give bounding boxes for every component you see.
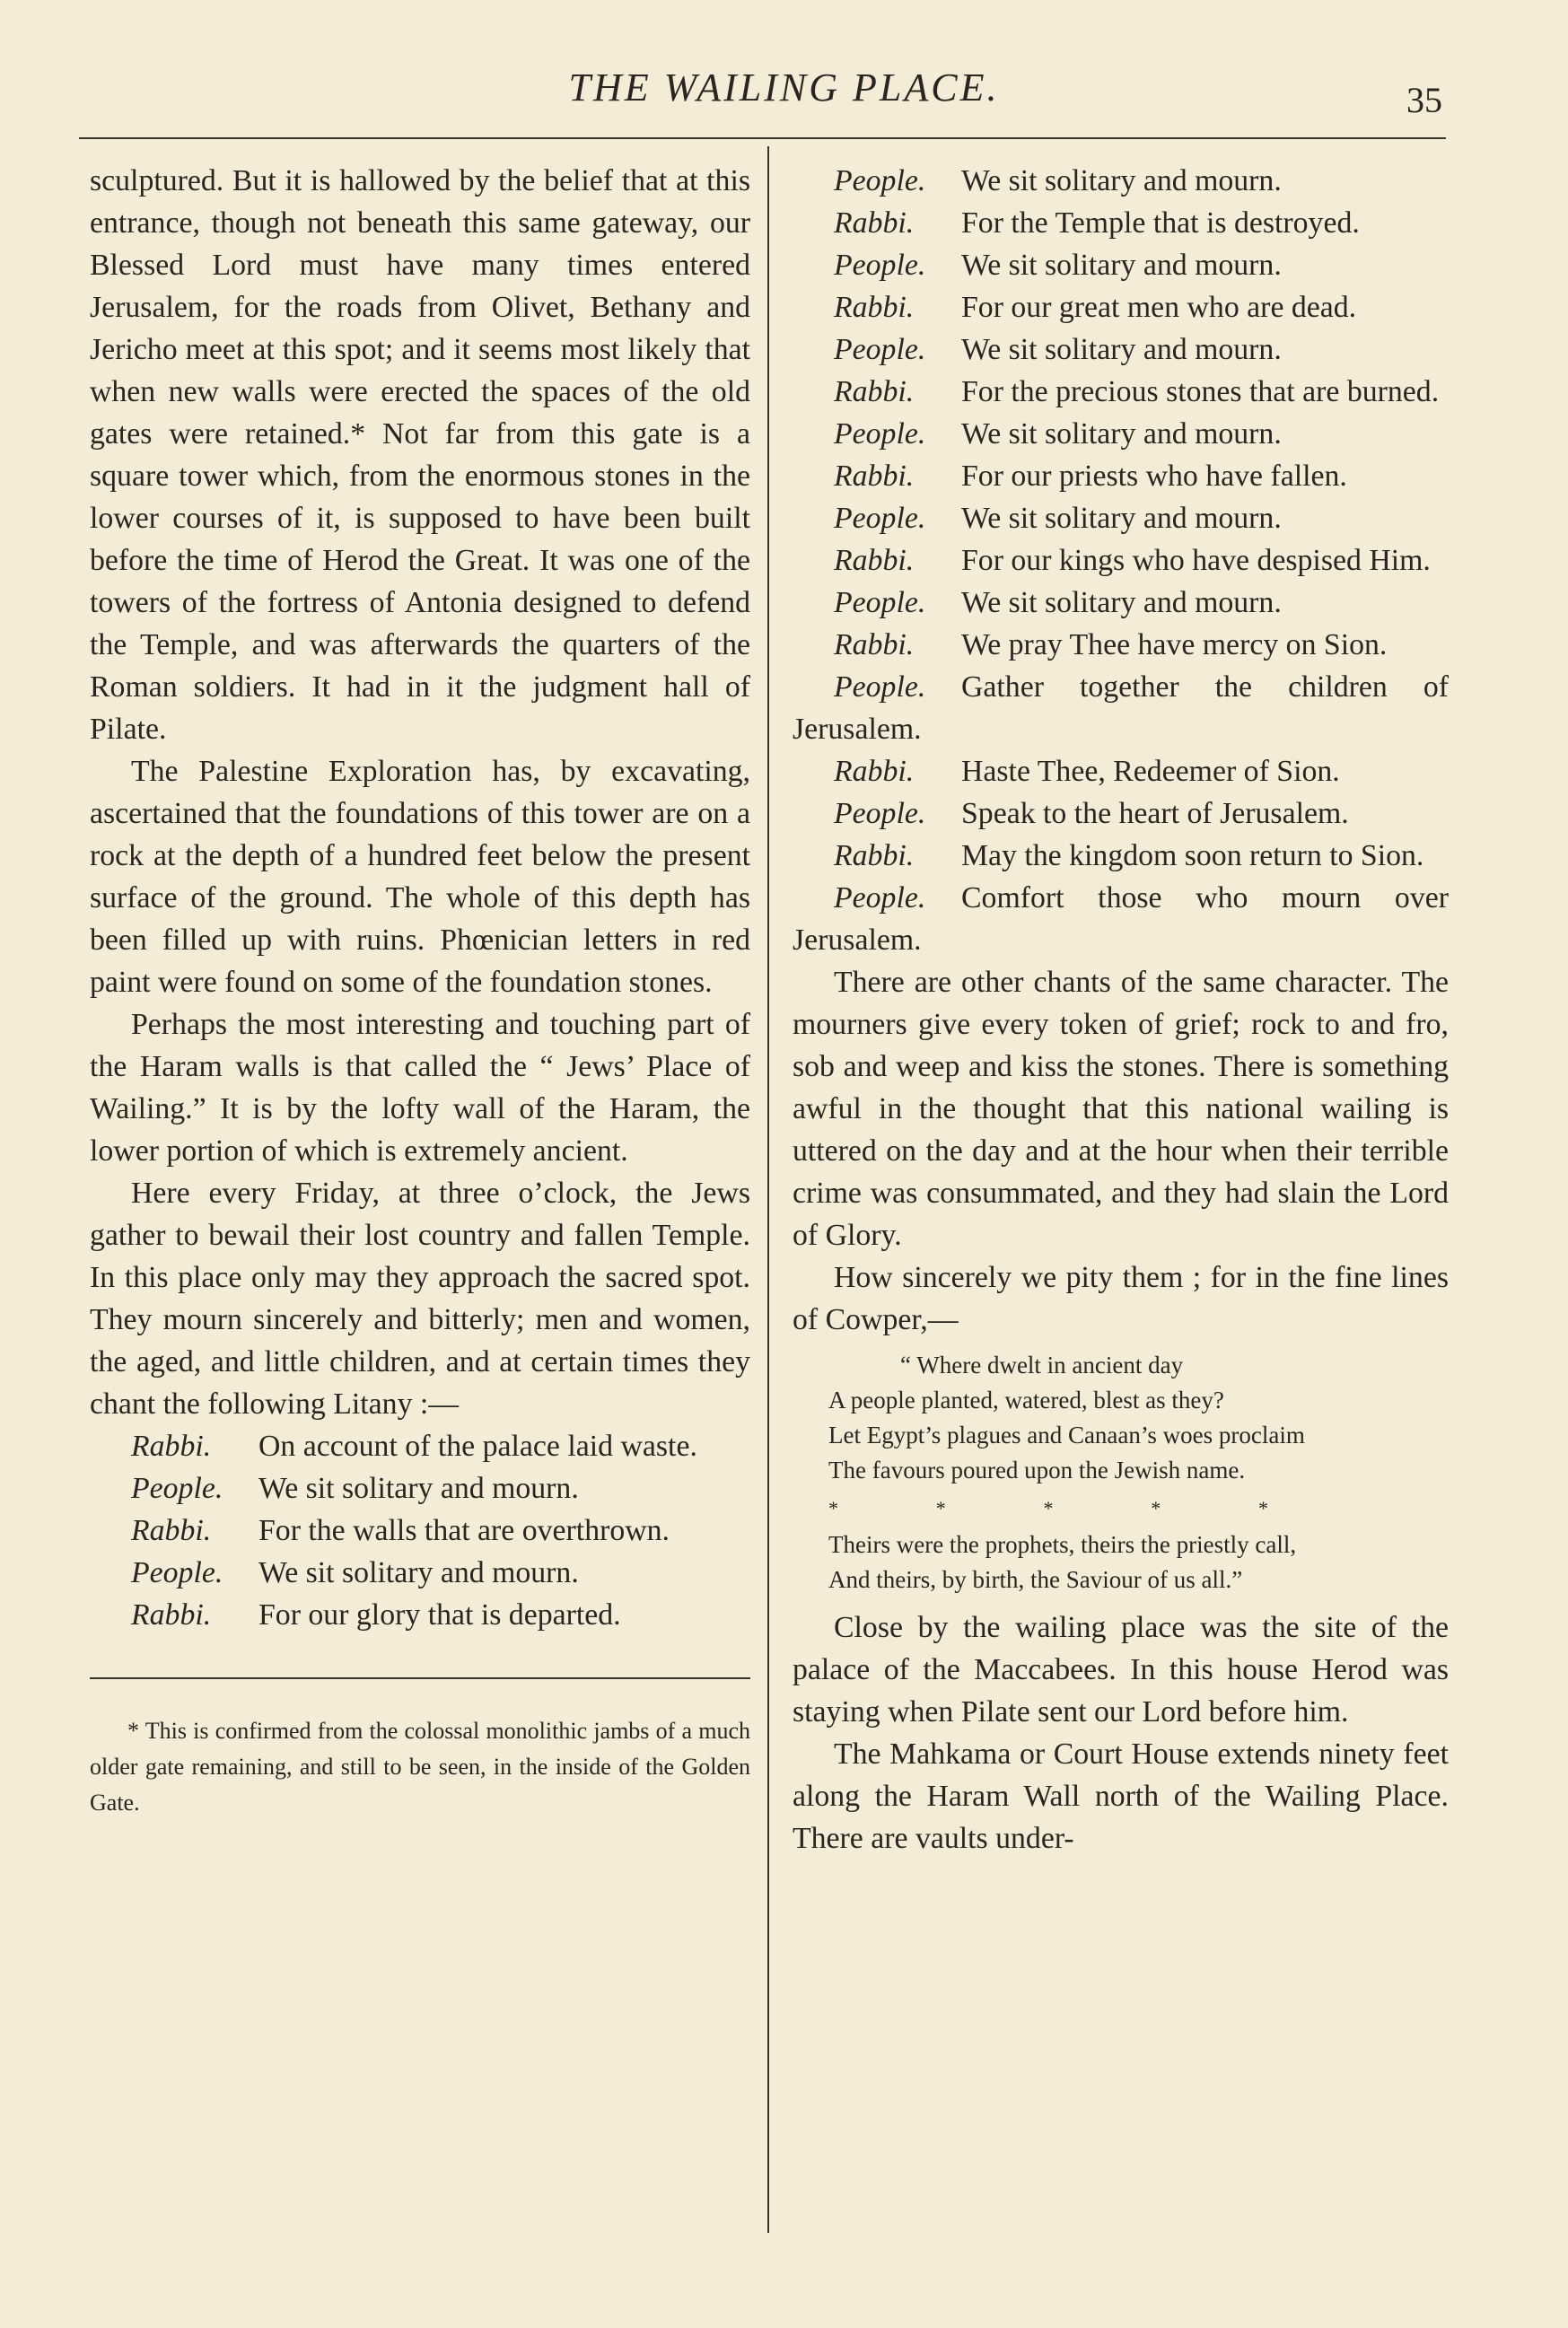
- litany-line: [90, 1425, 750, 1467]
- litany-line: [793, 666, 1449, 750]
- litany-speaker: People.: [834, 797, 926, 830]
- litany-line: [793, 792, 1449, 835]
- litany-text: Haste Thee, Redeemer of Sion.: [961, 755, 1340, 788]
- litany-speaker: People.: [834, 333, 926, 366]
- litany-speaker: People.: [834, 249, 926, 282]
- litany-speaker: People.: [834, 670, 926, 704]
- litany-line: [793, 455, 1449, 497]
- paragraph: Here every Friday, at three o’clock, the Jews gather to bewail their lost country and fallen Temple. In this place only may they approach the sacred spot. They mourn sincerely and bitterly; men and women, the aged, and little children, and at certain times they chant the following Litany :—: [90, 1177, 750, 1421]
- litany-speaker: Rabbi.: [834, 628, 915, 661]
- footnote: * This is confirmed from the colossal monolithic jambs of a much older gate remaining, and still to be seen, in the inside of the Golden Gate.: [90, 1718, 750, 1816]
- litany-right: [793, 160, 1449, 961]
- litany-text: On account of the palace laid waste.: [258, 1430, 697, 1463]
- litany-left: [90, 1425, 750, 1636]
- litany-speaker: People.: [834, 164, 926, 197]
- litany-speaker: Rabbi.: [131, 1598, 212, 1632]
- poem-line: And theirs, by birth, the Saviour of us all.”: [828, 1566, 1243, 1593]
- poem-line: A people planted, watered, blest as they?: [828, 1387, 1224, 1413]
- litany-text: We sit solitary and mourn.: [961, 586, 1282, 619]
- litany-text: We sit solitary and mourn.: [961, 164, 1282, 197]
- paragraph: sculptured. But it is hallowed by the belief that at this entrance, though not beneath this same gateway, our Blessed Lord must have many times entered Jerusalem, for the roads from Olivet, Bethany and Jericho meet at this spot; and it seems most likely that when new walls were erected the spaces of the old gates were retained.* Not far from this gate is a square tower which, from the enormous stones in the lower courses of it, is supposed to have been built before the time of Herod the Great. It was one of the towers of the fortress of Antonia designed to defend the Temple, and was afterwards the quarters of the Roman soldiers. It had in it the judgment hall of Pilate.: [90, 164, 750, 746]
- litany-text: Comfort those who mourn over Jerusalem.: [793, 881, 1449, 957]
- header-rule: [79, 137, 1446, 139]
- paragraph: Close by the wailing place was the site of the palace of the Maccabees. In this house Herod was staying when Pilate sent our Lord before him.: [793, 1611, 1449, 1728]
- litany-speaker: Rabbi.: [834, 375, 915, 408]
- litany-line: [90, 1594, 750, 1636]
- litany-text: For the Temple that is destroyed.: [961, 206, 1360, 240]
- litany-line: [793, 244, 1449, 286]
- left-column: [90, 160, 750, 1821]
- star-mark: *: [828, 1497, 838, 1519]
- column-divider: [767, 146, 769, 2233]
- litany-speaker: Rabbi.: [834, 755, 915, 788]
- litany-speaker: Rabbi.: [834, 459, 915, 493]
- litany-text: For our great men who are dead.: [961, 291, 1357, 324]
- paragraph: Perhaps the most interesting and touching part of the Haram walls is that called the “ Jews’ Place of Wailing.” It is by the lofty wall of the Haram, the lower portion of which is extremely ancient.: [90, 1008, 750, 1168]
- litany-speaker: People.: [834, 881, 926, 915]
- star-mark: *: [1043, 1497, 1054, 1519]
- litany-text: For the walls that are overthrown.: [258, 1514, 670, 1547]
- poem-line: Theirs were the prophets, theirs the priestly call,: [828, 1531, 1297, 1558]
- star-mark: *: [1151, 1497, 1161, 1519]
- litany-text: We sit solitary and mourn.: [258, 1472, 579, 1505]
- litany-text: For our priests who have fallen.: [961, 459, 1347, 493]
- litany-speaker: Rabbi.: [131, 1430, 212, 1463]
- litany-text: We sit solitary and mourn.: [258, 1556, 579, 1589]
- footnote-rule: [90, 1677, 750, 1679]
- litany-text: May the kingdom soon return to Sion.: [961, 839, 1424, 872]
- litany-line: [793, 286, 1449, 328]
- paragraph: How sincerely we pity them ; for in the fine lines of Cowper,—: [793, 1261, 1449, 1336]
- paragraph: The Palestine Exploration has, by excavating, ascertained that the foundations of this tower are on a rock at the depth of a hundred feet below the present surface of the ground. The whole of this depth has been filled up with ruins. Phœnician letters in red paint were found on some of the foundation stones.: [90, 755, 750, 999]
- paragraph: The Mahkama or Court House extends ninety feet along the Haram Wall north of the Wailing Place. There are vaults under-: [793, 1737, 1449, 1855]
- litany-speaker: People.: [131, 1556, 223, 1589]
- litany-line: [793, 835, 1449, 877]
- litany-speaker: People.: [131, 1472, 223, 1505]
- litany-speaker: Rabbi.: [834, 291, 915, 324]
- poem-line: “ Where dwelt in ancient day: [900, 1352, 1184, 1378]
- litany-line: [90, 1510, 750, 1552]
- poem-line: The favours poured upon the Jewish name.: [828, 1457, 1246, 1483]
- star-mark: *: [1258, 1497, 1268, 1519]
- litany-text: We sit solitary and mourn.: [961, 333, 1282, 366]
- litany-line: [793, 750, 1449, 792]
- litany-line: [793, 497, 1449, 539]
- paragraph: There are other chants of the same character. The mourners give every token of grief; rock to and fro, sob and weep and kiss the stones. There is something awful in the thought that this national wailing is uttered on the day and at the hour when their terrible crime was consummated, and they had slain the Lord of Glory.: [793, 966, 1449, 1252]
- litany-speaker: People.: [834, 417, 926, 451]
- litany-text: We pray Thee have mercy on Sion.: [961, 628, 1388, 661]
- litany-text: For our kings who have despised Him.: [961, 544, 1431, 577]
- litany-text: We sit solitary and mourn.: [961, 417, 1282, 451]
- poem-line: Let Egypt’s plagues and Canaan’s woes proclaim: [828, 1422, 1305, 1448]
- litany-speaker: Rabbi.: [834, 544, 915, 577]
- litany-line: [793, 202, 1449, 244]
- litany-speaker: People.: [834, 586, 926, 619]
- litany-line: [90, 1467, 750, 1510]
- litany-text: For the precious stones that are burned.: [961, 375, 1440, 408]
- litany-line: [793, 624, 1449, 666]
- litany-text: We sit solitary and mourn.: [961, 502, 1282, 535]
- litany-line: [793, 160, 1449, 202]
- litany-speaker: Rabbi.: [131, 1514, 212, 1547]
- right-column: [793, 160, 1449, 1860]
- cowper-quotation: [828, 1348, 1449, 1488]
- litany-line: [793, 413, 1449, 455]
- page-number: 35: [1406, 80, 1442, 120]
- litany-line: [793, 582, 1449, 624]
- cowper-quotation-end: [828, 1527, 1449, 1597]
- litany-text: For our glory that is departed.: [258, 1598, 621, 1632]
- ellipsis-stars: [828, 1497, 1268, 1520]
- litany-line: [793, 539, 1449, 582]
- litany-line: [793, 877, 1449, 961]
- running-title: THE WAILING PLACE.: [568, 66, 1000, 109]
- litany-speaker: People.: [834, 502, 926, 535]
- star-mark: *: [935, 1497, 946, 1519]
- litany-line: [90, 1552, 750, 1594]
- litany-speaker: Rabbi.: [834, 839, 915, 872]
- litany-text: We sit solitary and mourn.: [961, 249, 1282, 282]
- litany-line: [793, 371, 1449, 413]
- litany-line: [793, 328, 1449, 371]
- litany-speaker: Rabbi.: [834, 206, 915, 240]
- litany-text: Speak to the heart of Jerusalem.: [961, 797, 1349, 830]
- litany-text: Gather together the children of Jerusalem.: [793, 670, 1449, 746]
